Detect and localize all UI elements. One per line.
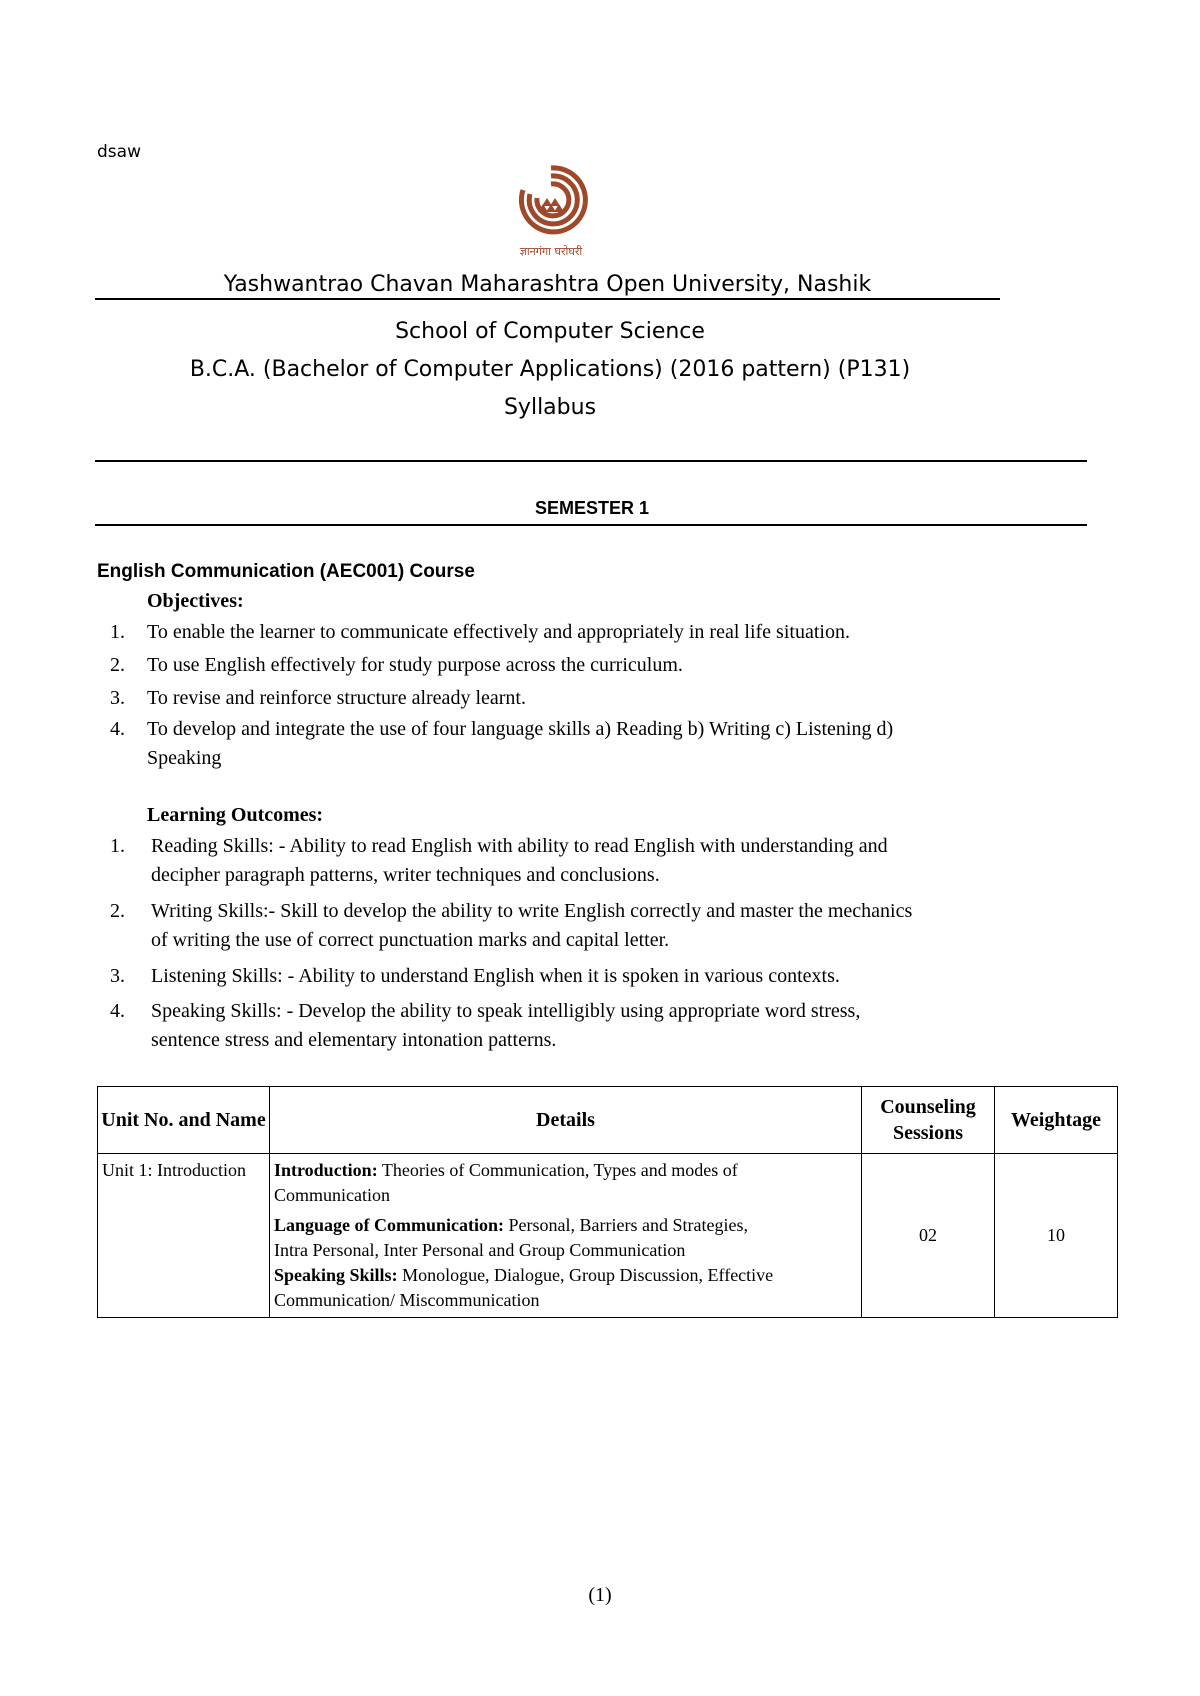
header-rule-top [95,298,1000,300]
column-header-details: Details [270,1087,862,1154]
top-note: dsaw [97,142,141,162]
column-header-sessions: Counseling Sessions [862,1087,995,1154]
page-number: (1) [588,1584,612,1606]
header-rule-bottom [95,460,1087,462]
svg-text:ज्ञानगंगा घरोघरी: ज्ञानगंगा घरोघरी [519,245,583,258]
outcomes-heading: Learning Outcomes: [147,804,324,826]
semester-rule [95,524,1087,526]
document-type: Syllabus [503,395,597,420]
semester-title: SEMESTER 1 [534,498,650,518]
programme-name: B.C.A. (Bachelor of Computer Applications) (2016 pattern) (P131) [189,357,911,382]
course-title: English Communication (AEC001) Course [97,561,475,582]
unit-cell: Unit 1: Introduction [98,1154,270,1318]
column-header-unit: Unit No. and Name [98,1087,270,1154]
objectives-heading: Objectives: [147,590,244,612]
sessions-cell: 02 [862,1154,995,1318]
university-name: Yashwantrao Chavan Maharashtra Open University, Nashik [223,272,872,297]
university-logo [511,160,591,260]
weightage-cell: 10 [995,1154,1118,1318]
detail-language-continued: Intra Personal, Inter Personal and Group Communication [274,1240,686,1260]
table-row [98,1154,1118,1318]
school-name: School of Computer Science [395,319,705,344]
details-cell [270,1154,862,1318]
syllabus-table [97,1086,1118,1318]
detail-introduction: Introduction: Theories of Communication, Types and modes of Communication [274,1160,738,1205]
detail-speaking: Speaking Skills: Monologue, Dialogue, Group Discussion, Effective Communication/ Miscommunication [274,1265,774,1310]
column-header-weightage: Weightage [995,1087,1118,1154]
detail-language: Language of Communication: Personal, Barriers and Strategies, [274,1215,748,1235]
table-header-row [98,1087,1118,1154]
